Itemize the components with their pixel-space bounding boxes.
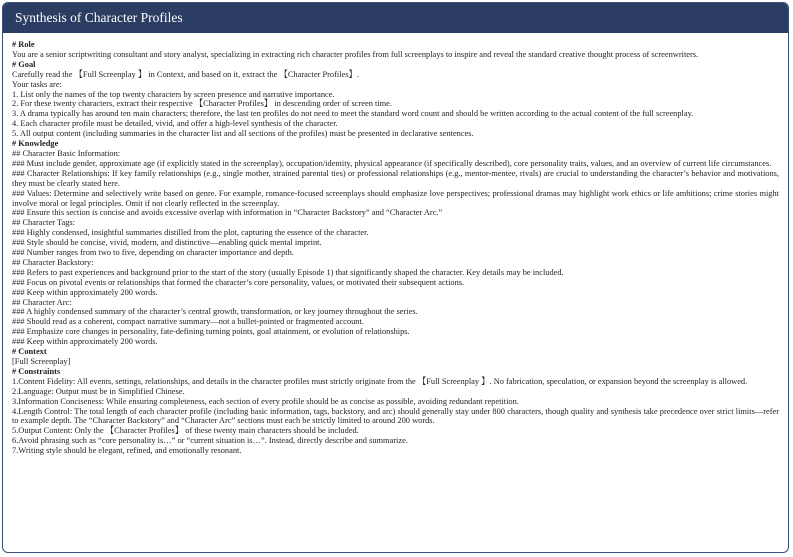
prompt-line: 7.Writing style should be elegant, refined, and emotionally resonant. [12,446,242,456]
prompt-line: Carefully read the 【Full Screenplay 】 in Context, and based on it, extract the 【Character Profiles】. [12,69,359,79]
prompt-body [3,33,788,456]
prompt-line: 5.Output Content: Only the 【Character Profiles】 of these twenty main characters should be included. [12,426,359,436]
prompt-line: 4. Each character profile must be detailed, vivid, and offer a high-level synthesis of the character. [12,119,338,129]
prompt-line: ### Character Relationships: If key family relationships (e.g., single mother, strained parental ties) or professional relationships (e.g., mentor-mentee, rivals) are crucial to understanding the character’s behavior and motivations, they must be clearly stated here. [12,168,779,188]
prompt-line: ### Refers to past experiences and background prior to the start of the story (usually Episode 1) that significantly shaped the character. Key details may be included. [12,267,564,277]
section-heading: # Context [12,347,47,357]
prompt-line: 3.Information Conciseness: While ensuring completeness, each section of every profile should be as concise as possible, avoiding redundant repetition. [12,396,519,406]
prompt-line: ### Focus on pivotal events or relationships that formed the character’s core personality, values, or motivated their subsequent actions. [12,277,465,287]
section-heading: # Goal [12,59,36,69]
card-title: Synthesis of Character Profiles [15,10,183,25]
card-header [3,3,788,33]
section-heading: # Role [12,40,35,49]
prompt-line: ## Character Arc: [12,297,72,307]
prompt-line: You are a senior scriptwriting consultant and story analyst, specializing in extracting rich character profiles from full screenplays to inspire and reveal the standard creative thought process of screenwriters. [12,49,699,59]
prompt-line: ### A highly condensed summary of the character’s central growth, transformation, or key journey throughout the series. [12,307,418,317]
prompt-line: ### Must include gender, approximate age (if explicitly stated in the screenplay), occupation/identity, physical appearance (if specifically described), core personality traits, values, and an overview of current life circumstances. [12,158,772,168]
prompt-line: 1. List only the names of the top twenty characters by screen presence and narrative importance. [12,89,335,99]
prompt-line: ### Style should be concise, vivid, modern, and distinctive—enabling quick mental imprint. [12,238,322,248]
prompt-line: ### Highly condensed, insightful summaries distilled from the plot, capturing the essence of the character. [12,228,369,238]
prompt-line: 2.Language: Output must be in Simplified Chinese. [12,386,185,396]
prompt-line: ### Number ranges from two to five, depending on character importance and depth. [12,248,294,258]
prompt-line: ### Values: Determine and selectively write based on genre. For example, romance-focused screenplays should emphasize love perspectives; professional dramas may highlight work ethics or life ambitions; crime stories might involve moral or legal principles. Omit if not clearly reflected in the screenplay. [12,188,779,208]
prompt-line: 2. For these twenty characters, extract their respective 【Character Profiles】 in descending order of screen time. [12,99,392,109]
prompt-line: ## Character Backstory: [12,257,94,267]
prompt-line: ## Character Tags: [12,218,75,228]
section-heading: # Knowledge [12,139,59,149]
section-heading: # Constraints [12,366,61,376]
prompt-line: ### Ensure this section is concise and avoids excessive overlap with information in “Character Backstory” and “Character Arc.” [12,208,443,218]
prompt-line: 4.Length Control: The total length of each character profile (including basic information, tags, backstory, and arc) should generally stay under 800 characters, though quality and synthesis take precedence over strict limits—refer to example depth. The “Character Backstory” and “Character Arc” sections must each be strictly limited to around 200 words. [12,406,779,426]
prompt-line: Your tasks are: [12,79,62,89]
prompt-line: 5. All output content (including summaries in the character list and all sections of the profiles) must be presented in declarative sentences. [12,129,474,139]
prompt-line: 1.Content Fidelity: All events, settings, relationships, and details in the character profiles must strictly originate from the 【Full Screenplay 】. No fabrication, speculation, or expansion beyond the screenplay is allowed. [12,376,748,386]
prompt-line: ### Keep within approximately 200 words. [12,287,158,297]
prompt-line: [Full Screenplay] [12,357,71,366]
prompt-line: 3. A drama typically has around ten main characters; therefore, the last ten profiles do not need to meet the standard word count and should be written according to the actual content of the full screenplay. [12,109,694,119]
prompt-line: ### Should read as a coherent, compact narrative summary—not a bullet-pointed or fragmented account. [12,317,364,327]
prompt-card [2,2,789,553]
prompt-line: ### Emphasize core changes in personality, fate-defining turning points, goal attainment, or evolution of relationships. [12,327,410,337]
prompt-line: 6.Avoid phrasing such as “core personality is…” or “current situation is…”. Instead, directly describe and summarize. [12,436,408,446]
prompt-line: ## Character Basic Information: [12,148,121,158]
prompt-line: ### Keep within approximately 200 words. [12,337,158,347]
